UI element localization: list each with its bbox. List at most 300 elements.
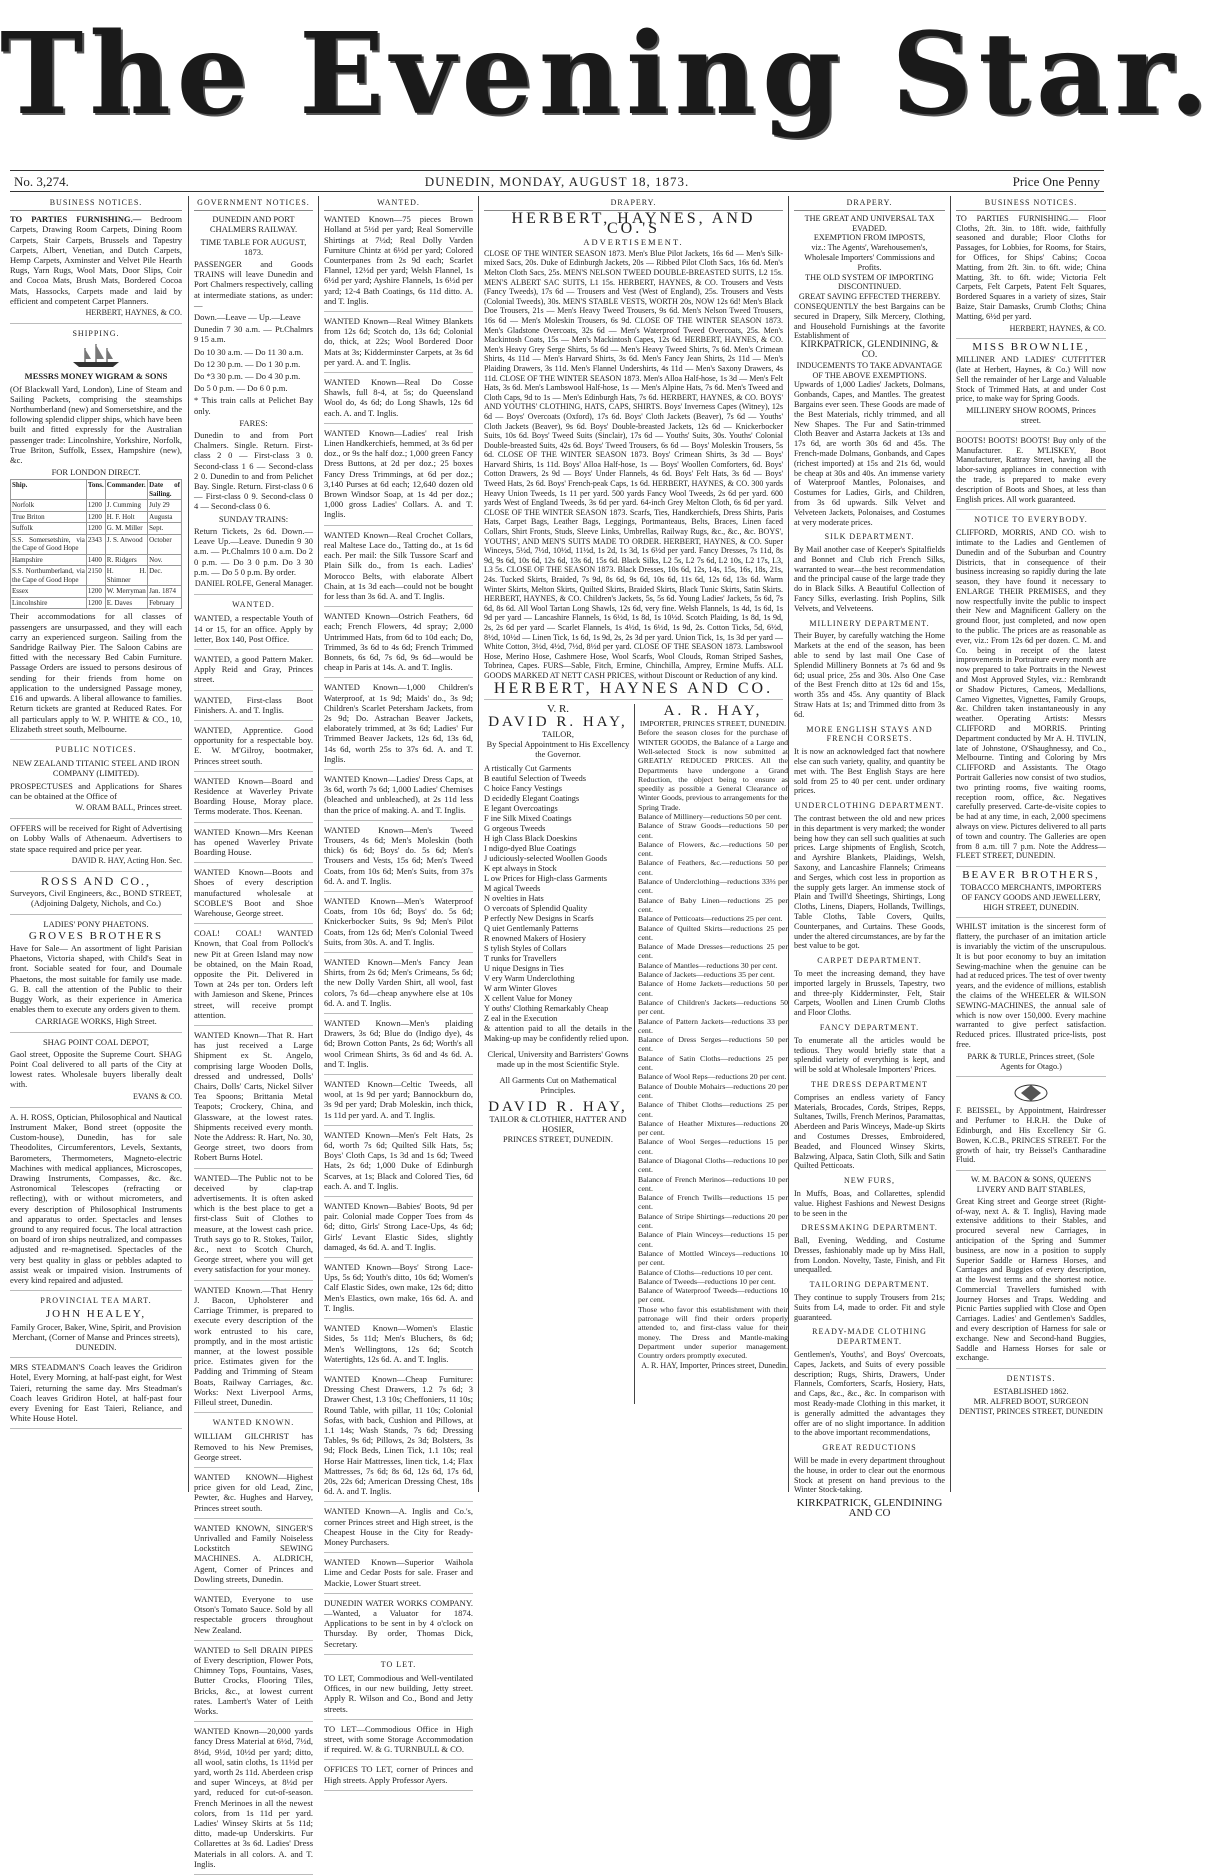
classified-ad	[194, 928, 313, 1026]
ad-floor-cloths	[956, 214, 1106, 340]
section-header: WANTED.	[232, 600, 275, 610]
classified-ad	[324, 377, 473, 424]
balance-line: Balance of Straw Goods—reductions 50 per cent.	[638, 821, 788, 840]
acrostic-line: W arm Winter Gloves	[484, 983, 557, 993]
acrostic-line: L ow Prices for High-class Garments	[484, 873, 607, 883]
ad-body: DUNEDIN WATER WORKS COMPANY.—Wanted, a Valuator for 1874. Applications to be sent in by 4 o'clock on Thursday. By order, Thomas Dick, Secretary.	[324, 1597, 473, 1649]
department-heading: GREAT REDUCTIONS	[822, 1443, 917, 1453]
section-header: TO LET.	[380, 1659, 417, 1669]
ad-signature: CARRIAGE WORKS, High Street.	[35, 1016, 157, 1027]
ad-body: Will be made in every department throughout the house, in order to clear out the enormous Stock at present on hand previous to the Winter Stock-taking.	[794, 1456, 945, 1495]
acrostic-line: R enowned Makers of Hosiery	[484, 933, 586, 943]
table-cell: G. M. Miller	[105, 523, 147, 535]
ad-headline: MESSRS MONEY WIGRAM & SONS	[24, 371, 168, 382]
table-cell: 1200	[86, 511, 105, 523]
balance-line: Balance of Quilted Skirts—reductions 25 per cent.	[638, 923, 788, 942]
department-heading: MILLINERY DEPARTMENT.	[809, 618, 930, 628]
acrostic-line: U nique Designs in Ties	[484, 963, 564, 973]
ad-subhead: EXEMPTION FROM IMPOSTS,	[813, 233, 926, 243]
section-header: NOTICE TO EVERYBODY.	[974, 515, 1088, 525]
ad-headline: NEW ZEALAND TITANIC STEEL AND IRON COMPANY (LIMITED).	[12, 758, 180, 779]
balance-line: Balance of Mottled Winceys—reductions 10 per cent.	[638, 1248, 788, 1268]
ad-body: WANTED Known—Real Crochet Collars, real Maltese Lace do., Tatting do., at 1s 6d each. Per mail: the Silk Tussore Scarf and Plain Silk do., from 1s each. Ladies' Morocco Belts, with elaborate Albert Chain, at 1s 3d each—could not be bought for less than 3s 6d. A. and T. Inglis.	[324, 529, 473, 601]
ad-subhead: ESTABLISHED 1862.	[993, 1387, 1069, 1397]
acrostic-line: J udiciously-selected Woollen Goods	[484, 853, 607, 863]
classified-ad	[324, 896, 473, 953]
classified-ad	[194, 695, 313, 721]
balance-line: Balance of Baby Linen—reductions 25 per cent.	[638, 895, 788, 914]
ad-headline: SHAG POINT COAL DEPOT,	[42, 1036, 150, 1047]
ad-signature: HERBERT, HAYNES, & CO.	[1009, 323, 1106, 333]
ad-bacon	[956, 1175, 1106, 1369]
ad-subhead: GROVES BROTHERS	[28, 929, 164, 942]
ad-subhead: TAILOR,	[542, 729, 574, 739]
sailing-table	[10, 479, 182, 609]
ad-body: WANTED Known—Women's Elastic Sides, 5s 11d; Men's Bluchers, 8s 6d; Men's Wellingtons, 12s 6d; Scotch Watertights, 12s 6d. A. and T. Inglis.	[324, 1323, 473, 1364]
acrostic-line: Z eal in the Execution	[484, 1013, 558, 1023]
ad-body: WANTED KNOWN, SINGER'S Unrivalled and Family Noiseless Lockstitch SEWING MACHINES. A. ALDRICH, Agent, Corner of Princes and Dowling streets, Dunedin.	[194, 1522, 313, 1584]
ad-body: WANTED, Apprentice. Good opportunity for a respectable boy. E. W. M'Gilroy, bootmaker, Princes street south.	[194, 724, 313, 766]
ad-body: PASSENGER and Goods TRAINS will leave Dunedin and Port Chalmers respectively, calling at intermediate stations, as under:—	[194, 259, 313, 310]
column-4	[480, 196, 787, 1492]
ad-body: Upwards of 1,000 Ladies' Jackets, Dolmans, Gonbands, Capes, and Mantles. The greatest Bargains ever seen. These Goods are made of the Best Materials, richly trimmed, and all New Shapes. The Fur and Satin-trimmed Cloth Beaver and Astarra Jackets at 13s and 17s 6d, are worth 30s 6d and 45s. The French-made Dolmans, Gonbands, and Capes (richest imported) at 15s and 21s 6d, would be cheap at 30s and 40s. An immense variety of Waterproof Mantles, Polonaises, and Costumes for Ladies, Girls, and Children, from 3s 6d upwards. Silk Velvet and Velveteen Jackets, Polonaises, and Costumes at very moderate prices.	[794, 380, 945, 527]
ad-subhead: TIME TABLE FOR AUGUST, 1873.	[200, 236, 307, 257]
classified-ad	[324, 1764, 473, 1790]
ad-crest: V. R.	[546, 702, 570, 715]
balance-line: Balance of Plain Winceys—reductions 15 per cent.	[638, 1230, 788, 1249]
ad-body: They continue to supply Trousers from 21s; Suits from L4, made to order. Fit and style guaranteed.	[794, 1293, 945, 1322]
acrostic-line: N ovelties in Hats	[484, 893, 544, 903]
classified-ad	[324, 1018, 473, 1075]
ad-body: Their Buyer, by carefully watching the Home Markets at the end of the season, has been able to send by last mail One Case of Splendid Millinery Bonnets at 7s 6d and 9s 6d; usual price, 25s and 30s. Also One Case of the Best French ditto at 12s 6d and 15s, worth 35s and 45s. Any quantity of Black Straw Hats at 1s; and Trimmed ditto from 3s 6d.	[794, 631, 945, 719]
table-cell: October	[148, 534, 182, 554]
timetable-row: Do 5 0 p.m. — Do 6 0 p.m.	[194, 383, 288, 394]
ad-body: Dunedin to and from Port Chalmers. Single. Return. First-class 2 0 — First-class 3 0. Second-class 1 6 — Second-class 2 0. Dunedin to and from Pelichet Bay. Single. Return. First-class 0 6 — First-class 0 9. Second-class 0 4 — Second-class 0 6.	[194, 430, 313, 512]
ad-body: WANTED to Sell DRAIN PIPES of Every description, Flower Pots, Chimney Tops, Fountains, Vases, Butter Crocks, Flooring Tiles, Bricks, &c., at lowest current rates. Lambert's Water of Leith Works.	[194, 1644, 313, 1716]
ad-healey	[10, 1309, 182, 1358]
balance-line: Balance of Wool Serges—reductions 15 per cent.	[638, 1137, 788, 1156]
ad-money-wigram	[10, 342, 182, 739]
section-header: BUSINESS NOTICES.	[956, 198, 1106, 211]
ad-body: WHILST imitation is the sincerest form of flattery, the purchaser of an imitation article is invariably the victim of the unscrupulous. It is but poor economy to buy an imitation Sewing-machine when the genuine can be had at reduced prices. The test of over twenty years, and the evidence of millions, establish the claims of the WHEELER & WILSON SEWING-MACHINES, the annual sale of which is now over 150,000. Every machine warranted to give perfect satisfaction. Reduced prices. Illustrated price-lists, post free.	[956, 922, 1106, 1049]
balance-line: Balance of Petticoats—reductions 25 per cent.	[638, 914, 783, 924]
ad-body: CONSEQUENTLY the best Bargains can be secured in Drapery, Silk Mercery, Clothing, and Household Furnishings at the favorite Establishment of	[794, 301, 945, 341]
classified-ad	[324, 1130, 473, 1197]
ad-body: TO LET, Commodious and Well-ventilated Offices, in our new building, Jetty street. Apply R. Wilson and Co., Bond and Jetty streets.	[324, 1672, 473, 1714]
ad-body: TOBACCO MERCHANTS, IMPORTERS OF FANCY GOODS AND JEWELLERY, HIGH STREET, DUNEDIN.	[960, 883, 1102, 912]
ad-body: To enumerate all the articles would be tedious. They would briefly state that a splendid variety of everything is kept, and will be sold at Wholesale Importers' Prices.	[794, 1035, 945, 1075]
acrostic-line: Y ouths' Clothing Remarkably Cheap	[484, 1003, 609, 1013]
acrostic-line: B eautiful Selection of Tweeds	[484, 773, 587, 783]
department-heading: DRESSMAKING DEPARTMENT.	[801, 1223, 938, 1233]
ad-body: WANTED Known—Men's plaiding Drawers, 3s 6d; Blue do (Indigo dye), 4s 6d; Brown Cotton Pants, 2s 6d; Worth's all wool Crimean Shirts, 3s 6d and 4s 6d. A. and T. Inglis.	[324, 1018, 473, 1069]
ad-beaver	[956, 871, 1106, 918]
ad-lobby	[10, 823, 182, 872]
balance-line: Balance of Stripe Shirtings—reductions 20 per cent.	[638, 1211, 788, 1231]
ad-body: WANTED Known—A. Inglis and Co.'s, corner Princes street and High street, is the Cheapest House in the City for Ready-Money Purchasers.	[324, 1506, 473, 1547]
ad-body: WANTED Known—Celtic Tweeds, all wool, at 1s 9d per yard; Bannockburn do, 3s 9d per yard; Drab Moleskin, inch thick, 1s 11d per yard. A. and T. Inglis.	[324, 1079, 473, 1120]
label: Up.—Leave	[258, 312, 301, 323]
table-header: Ship.	[11, 480, 87, 500]
ad-body: WANTED KNOWN—Highest price given for old Lead, Zinc, Pewter, &c. Hughes and Harvey, Princes street south.	[194, 1471, 313, 1513]
balance-line: Balance of Waterproof Tweeds—reductions 10 per cent.	[638, 1286, 788, 1305]
acrostic-line: V ery Warm Underclothing	[484, 973, 575, 983]
ad-signature: DAVID R. HAY, Acting Hon. Sec.	[71, 855, 182, 865]
ad-gilchrist	[194, 1431, 313, 1468]
ship-icon	[71, 342, 121, 368]
table-cell: Jan. 1874	[148, 586, 182, 598]
table-row	[11, 500, 182, 512]
department-heading: READY-MADE CLOTHING DEPARTMENT.	[812, 1327, 927, 1347]
acrostic-line: C hoice Fancy Vestings	[484, 783, 562, 793]
classified-ad	[194, 1173, 313, 1281]
ad-signature: KIRKPATRICK, GLENDINING AND CO	[796, 1497, 943, 1520]
table-cell: 1200	[86, 597, 105, 609]
table-cell: Essex	[11, 586, 87, 598]
column-6	[952, 196, 1110, 1492]
ad-subhead: GREAT SAVING EFFECTED THEREBY.	[798, 292, 941, 302]
table-cell: Lincolnshire	[11, 597, 87, 609]
ad-headline: MISS BROWNLIE,	[972, 341, 1090, 354]
balance-line: Balance of Satin Cloths—reductions 25 per cent.	[638, 1053, 788, 1073]
ad-body: PROSPECTUSES and Applications for Shares can be obtained at the Office of	[10, 780, 182, 801]
ad-body: WANTED—The Public not to be deceived by clap-trap advertisements. It is often asked which is the best place to get a first-class Suit of Clothes to measure, at the lowest cash price. Truth says go to R. Stokes, Tailor, &c., next to Scotch Church, George street, where you will get every satisfaction for your money.	[194, 1172, 313, 1275]
classified-ad	[194, 1523, 313, 1590]
table-row	[11, 523, 182, 535]
ad-body: WANTED Known—Ostrich Feathers, 6d each; French Flowers, 4d spray; 2,000 Untrimmed Hats, from 6d to 10d each; Do, Trimmed, 3s 6d to 4s 6d; French Trimmed Bonnets, 6s 6d, 7s 6d, 9s 6d—would be cheap in Paris at 14s. A. and T. Inglis.	[324, 611, 473, 673]
ad-body: WANTED Known—20,000 yards fancy Dress Material at 6½d, 7½d, 8½d, 9½d, 10½d per yard; ditto, all wool, satin cloths, 1s 11½d per yard, worth 2s 11d. Aberdeen crisp and super Winceys, at 8½d per yard, reduced for cut-of-season. French Merinoes in all the newest colors, from 1s 11d per yard. Ladies' Winsey Skirts at 5s 11d; ditto, made-up Underskirts. Fur Collarettes at 3s 6d. Ladies' Dress Materials in all colors. A. and T. Inglis.	[194, 1726, 313, 1869]
table-cell: S.S. Northumberland, via the Cape of Good Hope	[12, 567, 85, 584]
classified-ad	[194, 827, 313, 864]
ad-body: Family Grocer, Baker, Wine, Spirit, and Provision Merchant, (Corner of Manse and Princes streets), DUNEDIN.	[10, 1321, 182, 1353]
balance-line: Balance of Millinery—reductions 50 per cent.	[638, 812, 782, 821]
ad-body: Clerical, University and Barristers' Gowns made up in the most Scientific Style.	[487, 1049, 629, 1069]
classified-ad	[324, 774, 473, 821]
newspaper-title: The Evening Star.	[0, 9, 1214, 140]
classified-ad	[324, 214, 473, 312]
table-cell: February	[148, 597, 182, 609]
ad-body: Ball, Evening, Wedding, and Costume Dresses, fashionably made up by Miss Hall, from London. Novelty, Taste, Finish, and Fit unequalled.	[794, 1236, 945, 1275]
ad-signature: W. ORAM BALL, Princes street.	[75, 802, 182, 812]
balance-line: Balance of Cloths—reductions 10 per cent.	[638, 1267, 773, 1277]
acrostic-line: F ine Silk Mixed Coatings	[484, 813, 572, 823]
table-cell: 2343	[86, 534, 105, 554]
ad-david-hay	[484, 704, 632, 1145]
classified-ad	[324, 1598, 473, 1655]
balance-line: Balance of Made Dresses—reductions 25 per cent.	[638, 942, 788, 961]
ad-subhead: FOR LONDON DIRECT.	[51, 467, 141, 478]
table-cell: H. H. Shimner	[106, 567, 147, 584]
classified-ad	[324, 957, 473, 1014]
balance-line: Balance of Pattern Jackets—reductions 33 per cent.	[638, 1016, 788, 1035]
ad-body: WANTED Known—Board and Residence at Waverley Private Boarding House, Moray place. Terms moderate. Thos. Keenan.	[194, 775, 313, 817]
classified-ad	[194, 1472, 313, 1519]
table-cell: H. F. Holt	[105, 511, 147, 523]
table-cell: 2150	[86, 566, 105, 586]
section-header: SHIPPING.	[72, 329, 120, 339]
ad-body: WANTED Known—Real Witney Blankets from 12s 6d; Scotch do, 13s 6d; Colonial do, thick, at 22s; Wool Bordered Door Mats at 3s; Kidderminster Carpets, at 3s 6d per yard. A. and T. Inglis.	[324, 316, 473, 367]
ad-ar-hay	[638, 704, 788, 1370]
ad-body: WANTED Known.—That Henry J. Bacon, Upholsterer and Carriage Trimmer, is prepared to execute every description of the work entrusted to his care, promptly, and in the most artistic manner, at the lowest possible price. Estimates given for the Padding and Trimming of Steam Boats, Railway Carriages, &c. Works: Next Liverpool Arms, Filleul street, Dunedin.	[194, 1284, 313, 1407]
balance-line: Balance of Children's Jackets—reductions 50 per cent.	[638, 997, 788, 1017]
ad-body: To meet the increasing demand, they have imported largely in Brussels, Tapestry, two and three-ply Kidderminster, Felt, Stair Carpets, Woollen and Linen Crumb Cloths and Floor Cloths.	[794, 968, 945, 1018]
acrostic-line: D ecidedly Elegant Coatings	[484, 793, 580, 803]
classified-ad	[324, 1557, 473, 1594]
ad-body: WANTED Known—Boys' Strong Lace-Ups, 5s 6d; Youth's ditto, 10s 6d; Women's Calf Elastic Sides, own make, 12s 6d; ditto Men's Elastics, own make, 16s 6d. A. and T. Inglis.	[324, 1262, 473, 1313]
classified-ad	[194, 1645, 313, 1722]
acrostic-line: I ndigo-dyed Blue Coatings	[484, 843, 576, 853]
acrostic-line: K ept always in Stock	[484, 863, 557, 873]
ad-groves	[10, 919, 182, 1033]
classified-ad	[194, 654, 313, 691]
classified-ad	[194, 725, 313, 772]
ad-headline: JOHN HEALEY,	[45, 1308, 147, 1321]
ad-firm: KIRKPATRICK, GLENDINING, & CO.	[800, 340, 939, 360]
classified-ad	[194, 867, 313, 924]
column-2	[190, 196, 317, 1869]
department-heading: FANCY DEPARTMENT.	[819, 1022, 920, 1032]
ad-signature: A. R. HAY, Importer, Princes street, Dunedin.	[641, 1360, 788, 1370]
table-header: Tons.	[86, 480, 105, 500]
ad-body: WANTED Known—Boots and Shoes of every description manufactured wholesale at SCOBLE'S Boot and Shoe Warehouse, George street.	[194, 867, 313, 918]
ad-body: Bedroom Carpets, Drawing Room Carpets, Dining Room Carpets, Stair Carpets, Brussels and Tapestry Carpets, Albert, Venetian, and Dutch Carpets, Hemp Carpets, Axminster and Velvet Pile Hearth Rugs, Yarn Rugs, Wool Mats, Door Slips, Coir and Cocoa Mats, Brush Mats, Bordered Cocoa Mats, Hassocks, Carpets made and laid by efficient and competent Carpet Planners.	[10, 214, 182, 306]
classified-ad	[324, 682, 473, 770]
ad-headline: DAVID R. HAY,	[488, 713, 628, 730]
acrostic-line: H igh Class Black Doeskins	[484, 833, 578, 843]
ad-body: WANTED Known—Men's Waterproof Coats, from 10s 6d; Boys' do. 5s 6d; Knickerbocker Suits, 9s 9d; Men's Pilot Coats, from 12s 6d; Men's Colonial Tweed Suits, from 30s. A. and T. Inglis.	[324, 895, 473, 947]
section-header: WANTED.	[324, 198, 473, 211]
table-row	[11, 566, 182, 586]
ad-body: OFFICES TO LET, corner of Princes and High streets. Apply Professor Ayers.	[324, 1764, 473, 1785]
table-cell: Dec.	[148, 566, 182, 586]
table-cell: R. Ridgers	[105, 554, 147, 566]
ad-subhead: SUNDAY TRAINS:	[218, 513, 289, 524]
ad-body: By Mail another case of Keeper's Spitalfields and Bonnet and Club rich French Silks, warranted to wear—the best recommendation and the principal cause of the large trade they do in Black Silks. A Beautiful Collection of Fancy Silks, everlasting. Irish Poplins, Silk Velvets, and Velveteens.	[794, 545, 945, 613]
issue-number: No. 3,274.	[14, 174, 69, 189]
ad-headline: W. M. BACON & SONS, QUEEN'S LIVERY AND BAIT STABLES,	[970, 1175, 1092, 1194]
ad-body: viz.: The Agents', Warehousemen's, Wholesale Importers' Commissions and Profits.	[804, 243, 935, 272]
crest-icon	[1011, 1081, 1051, 1103]
table-cell: 1200	[86, 500, 105, 512]
department-heading: THE DRESS DEPARTMENT	[810, 1079, 928, 1089]
ad-body: WANTED Known—Superior Waihola Lime and Cedar Posts for sale. Fraser and Mackie, Lower Stuart street.	[324, 1557, 473, 1588]
classified-ad	[324, 1724, 473, 1761]
timetable-row: Dunedin 7 30 a.m. — Pt.Chalmrs 9 15 a.m.	[194, 324, 313, 345]
ad-body: Before the season closes for the purchase of WINTER GOODS, the Balance of a Large and Well-selected Stock is now submitted at GREATLY REDUCED PRICES. All the Departments have undergone a Grand Reduction, the object being to ensure as speedily as possible a General Clearance of Winter Goods, previous to arrangements for the Spring Trade.	[638, 728, 788, 812]
ad-clifford	[956, 528, 1106, 867]
ad-body: WANTED Known—1,000 Children's Waterproof, at 1s 9d; Maids' do., 3s 9d; Children's Scarlet Petersham Jackets, from 2s 9d; Do. Astrachan Beaver Jackets, elaborately trimmed, at 3s 6d; Ladies' Fur Trimmed Beaver Jackets, 12s 6d, 13s 6d, 14s 6d, worth 25s to 37s 6d. A. and T. Inglis.	[324, 682, 473, 764]
ad-body: Gaol street, Opposite the Supreme Court. SHAG Point Coal delivered to all parts of the City at lowest rates. Wholesale buyers liberally dealt with.	[10, 1048, 182, 1090]
classified-ad	[194, 1285, 313, 1413]
ad-headline: MR. ALFRED BOOT, SURGEON DENTIST, PRINCES STREET, DUNEDIN	[958, 1396, 1104, 1416]
acrostic-line: E legant Overcoatings	[484, 803, 558, 813]
ad-body: MRS STEADMAN'S Coach leaves the Gridiron Hotel, Every Morning, at half-past eight, for West Taieri, returning the same day. Mrs Steadman's Coach leaves Gridiron Hotel, at half-past four every Evening for East Taieri, Reliance, and White House Hotel.	[10, 1362, 182, 1424]
ad-signature: DAVID R. HAY,	[488, 1098, 628, 1115]
classified-ad	[194, 1726, 313, 1875]
table-cell: True Briton	[11, 511, 87, 523]
balance-line: Balance of Diagonal Cloths—reductions 10 per cent.	[638, 1155, 788, 1175]
ad-boots	[956, 436, 1106, 511]
ad-body: The contrast between the old and new prices in this department is very marked; the wonder being how they can sell such qualities at such prices. Large shipments of English, Scotch, and Ayrshire Blankets, Plaidings, Welsh, Saxony, and Lancashire Flannels; Crimeans and Serges, which cost less in proportion as the supply gets larger. An immense stock of Plain and Twill'd Sheetings, Shirtings, Long Cloths, Linens, Diapers, Hollands, Twillings, Table Cloths, Table Covers, Quilts, Counterpanes, and Curtains. These Goods, under the altered circumstances, are by far the best value to be got.	[794, 814, 945, 951]
ad-headline: THE GREAT AND UNIVERSAL TAX EVADED.	[804, 213, 935, 233]
ad-steadman	[10, 1362, 182, 1429]
issue-price: Price One Penny	[1012, 174, 1100, 189]
ad-body: WANTED, a good Pattern Maker. Apply Reid and Gray, Princes street.	[194, 653, 313, 685]
ad-body: WANTED Known—75 pieces Brown Holland at 5½d per yard; Real Somerville Shirtings at 7½d; Real Dolly Varden Furniture Chintz at 6½d per yard; Colored Counterpanes from 2s 9d each; Scarlet Flannel, 12½d per yard; Welsh Flannel, 1s 6½d per yard; Ayshire Flannels, 1s 6½d per yard; 12-4 Bath Coatings, 6s 11d ditto. A. and T. Inglis.	[324, 214, 473, 306]
balance-line: Balance of Feathers, &c.—reductions 50 per cent.	[638, 858, 788, 877]
table-row	[11, 511, 182, 523]
balance-line: Balance of Jackets—reductions 35 per cent.	[638, 970, 775, 980]
balance-line: Balance of Home Jackets—reductions 50 per cent.	[638, 979, 788, 998]
ad-signature: PARK & TURLE, Princes street, (Sole Agents for Otago.)	[967, 1051, 1095, 1071]
ad-body: A. H. ROSS, Optician, Philosophical and Nautical Instrument Maker, Bond street (opposite the Custom-house), Dunedin, has for sale Theodolites, Circumferentors, Levels, Sextants, Barometers, Thermometers, Magneto-electric Machines with medical appliances, Microscopes, Drawing Instruments, Compasses, &c. &c. Astronomical Telescopes (refracting or reflecting), with or without micrometers, and every description of Philosophical Instruments and apparatus to order. Spectacles and lenses ground to any required focus. The local attraction on board of iron ships neutralized, and compasses adjusted and re-magnetised. Spectacles of the very best quality in glass or pebbles adapted to assist weak or impaired vision. Instruments of every kind repaired and adjusted.	[10, 1111, 182, 1286]
ad-body: In Muffs, Boas, and Collarettes, splendid value. Highest Fashions and Newest Designs to be seen in the	[794, 1188, 945, 1218]
timetable-row: Do 12 30 p.m. — Do 1 30 p.m.	[194, 358, 301, 369]
ad-subhead: TAILOR & CLOTHIER, HATTER AND HOSIER,	[489, 1114, 627, 1134]
ad-body: Comprises an endless variety of Fancy Materials, Brocades, Cords, Stripes, Repps, Sultanes, Twills, French Merinos, Paramattas, Aberdeen and Paris Winceys, Made-up Skirts and Costumes Dresses, Embroidered, Beaded, and Flounced Winsey Skirts, Balzwing, Alpaca, Satin Cloth, Silk and Satin Quilted Petticoats.	[794, 1092, 945, 1171]
ad-body: TO PARTIES FURNISHING.— Floor Cloths, 2ft. 3in. to 18ft. wide, faithfully seasoned and durable; Floor Cloths for Passages, for Lobbies, for Rooms, for Stairs, for Offices, for Ships' Cabins; Cocoa Matting, from 2ft. 3in. to 6ft. wide; China Matting, 3ft. to 6ft. wide; Victoria Felt Carpets, Felt Carpets, Patent Felt Squares, Bordered Squares in a variety of sizes, Stair Baize, Stair Damasks, Crumb Cloths; China Matting, 6½d per yard.	[956, 213, 1106, 321]
classified-ad	[324, 1079, 473, 1126]
ad-note: * This train calls at Pelichet Bay only.	[194, 395, 313, 416]
column-3	[320, 196, 477, 1785]
ad-body: OFFERS will be received for Right of Advertising on Lobby Walls of Athenaeum. Advertisers to state space required and price per year.	[10, 823, 182, 854]
table-cell: W. Merryman	[106, 587, 146, 596]
table-cell: E. Daves	[105, 597, 147, 609]
ad-body: WANTED Known—Ladies' Dress Caps, at 3s 6d, worth 7s 6d; 1,000 Ladies' Chemises (bleached and unbleached), at 2s 11d less than the price of making. A. and T. Inglis.	[324, 773, 473, 815]
ad-furnishing	[10, 214, 182, 324]
ad-herbert-haynes	[484, 210, 783, 700]
ad-body: WANTED Known—Mrs Keenan has opened Waverley Private Boarding House.	[194, 826, 313, 857]
balance-line: Balance of Heather Mixtures—reductions 20 per cent.	[638, 1118, 788, 1138]
balance-line: Balance of Double Mohairs—reductions 20 per cent.	[638, 1081, 788, 1100]
ad-body: WANTED, Everyone to use Otson's Tomato Sauce. Sold by all respectable grocers throughout New Zealand.	[194, 1593, 313, 1635]
ad-body: Gentlemen's, Youths', and Boys' Overcoats, Capes, Jackets, and Suits of every possible description; Rugs, Shirts, Drawers, Under Flannels, Comforters, Scarfs, Hosiery, Hats, and Caps, &c., &c., &c. In comparison with most Ready-made Clothing in this market, it is generally admitted the advantages they offer are of no slight importance. In addition to the above important recommendations,	[794, 1350, 945, 1438]
ad-signature: EVANS & CO.	[133, 1091, 182, 1101]
table-cell: Suffolk	[11, 523, 87, 535]
table-row	[11, 554, 182, 566]
table-header: Date of Sailing.	[149, 481, 180, 498]
classified-ad	[194, 613, 313, 650]
balance-line: Balance of Tweeds—reductions 10 per cent.	[638, 1276, 776, 1286]
section-header: PUBLIC NOTICES.	[55, 744, 137, 754]
ad-body: F. BEISSEL, by Appointment, Hairdresser and Perfumer to H.R.H. the Duke of Edinburgh, and His Excellency Sir G. Bowen, K.C.B., PRINCES STREET. For the growth of hair, try Beissel's Cantharadine Fluid.	[956, 1106, 1106, 1165]
balance-line: Balance of Underclothing—reductions 33⅓ per cent.	[638, 877, 788, 896]
table-row	[11, 534, 182, 554]
table-cell: 1200	[86, 586, 105, 598]
column-1	[6, 196, 186, 1492]
department-heading: SILK DEPARTMENT.	[824, 532, 915, 542]
classified-ad	[324, 825, 473, 892]
ad-body: BOOTS! BOOTS! BOOTS! Buy only of the Manufacturer. E. M'LISKEY, Boot Manufacturer, Rattray Street, having all the labor-saving appliances in connection with the trade, is prepared to make every description of Boots and Shoes, at less than English prices. All work guaranteed.	[956, 435, 1106, 504]
acrostic-line: P erfectly New Designs in Scarfs	[484, 913, 594, 923]
ad-body: (Of Blackwall Yard, London), Line of Steam and Sailing Packets, comprising the steamships Northumberland (new) and Somersetshire, and the following splendid clipper ships, which have been built and fitted expressly for the Australian passenger trade: Lincolnshire, Yorkshire, Norfolk, True Briton, Suffolk, Essex, Hampshire (new), &c.	[10, 383, 182, 466]
ad-body: Have for Sale— An assortment of light Parisian Phaetons, Victoria shaped, with Child's Seat in front. Sociable seated for four, and Doumale Phaetons, the most suitable for family use made. G. B. call the attention of the Public to their Buggy Work, as their experience in America enables them to execute any orders given to them.	[10, 942, 182, 1015]
ad-beissel	[956, 1081, 1106, 1171]
ad-brownlie	[956, 343, 1106, 431]
table-cell: Augusta	[148, 511, 182, 523]
ad-railway: DUNEDIN AND PORT CHALMERS RAILWAY. TIME TABLE FOR AUGUST, 1873. PASSENGER and Goods TRAINS will leave Dunedin and Port Chalmers respectively, calling at intermediate stations, as under:— Down.—Leave — Up.—Leave Dunedin 7 30 a.m. — Pt.Chalmrs 9 15 a.m. Do 10 30 a.m. — Do 11 30 a.m. Do 12 30 p.m. — Do 1 30 p.m. Do *3 30 p.m. — Do 4 30 p.m. Do 5 0 p.m. — Do 6 0 p.m. * This train calls at Pelichet Bay only. FARES: Dunedin to and from Port Chalmers. Single. Return. First-class 2 0 — First-class 3 0. Second-class 1 6 — Second-class 2 0. Dunedin to and from Pelichet Bay. Single. Return. First-class 0 6 — First-class 0 9. Second-class 0 4 — Second-class 0 6. SUNDAY TRAINS: Return Tickets, 2s 6d. Down.—Leave Up.—Leave. Dunedin 9 30 a.m. — Pt.Chalmrs 10 0 a.m. Do 2 0 p.m. — Do 3 0 p.m. Do 3 30 p.m. — Do 5 0 p.m. By order. DANIEL ROLFE, General Manager.	[194, 214, 313, 595]
acrostic-line: O vercoats of Splendid Quality	[484, 903, 588, 913]
balance-line: Balance of Dress Serges—reductions 50 per cent.	[638, 1035, 788, 1054]
ad-body: & attention paid to all the details in the Making-up may be confidently relied upon.	[484, 1023, 632, 1043]
ad-body: CLOSE OF THE WINTER SEASON 1873. Men's Blue Pilot Jackets, 16s 6d — Men's Silk-mixed Sacs, 20s. Duke of Edinburgh Jackets, 20s — Ribbed Pilot Cloth Sacs, 16s 6d. Men's Melton Cloth Sacs, 25s. MEN'S NELSON TWEED DOUBLE-BREASTED SUITS, L2 15s. MEN'S ALBERT SAC SUITS, L1 15s. HERBERT, HAYNES, & CO. Trousers and Vests (Fancy Tweeds), 17s 6d — Trousers and Vest (West of England), 25s. Trousers and Vests (Colonial Tweeds), 30s. MEN'S STABLE VESTS, WORTH 20s, NOW 12s 6d! Men's Black Doe Trousers, 21s — Men's Heavy Tweed Trousers, 9s 6d. Men's Nelson Tweed Trousers, 16s 6d — Men's Moleskin Trousers, 6s 9d. CLOSE OF THE WINTER SEASON 1873. Men's Gladstone Overcoats, 32s 6d — Men's Waterproof Tweed Overcoats, 25s. Men's Mackintosh Coats, 15s — Men's Mackintosh Capes, 12s 6d. HERBERT, HAYNES, & CO. Men's Heavy Grey Serge Shirts, 5s 6d — Men's Heavy Tweed Shirts, 7s 6d. Men's Crimean Shirts, 4s 11d — Men's Harvard Shirts, 3s 6d. Men's Fancy Jean Shirts, 2s 11d — Men's Plaiding Drawers, 3s 11d. Men's Flannel Undershirts, 4s 11d — Men's Saxony Drawers, 4s 11d. CLOSE OF THE WINTER SEASON 1873. Men's Alloa Half-hose, 1s 3d — Men's Felt Hats, 3s 6d. Men's Lambswool Half-hose, 1s — Men's Alpine Hats, 7s 6d. Men's Tweed and Cloth Caps, 9d to 1s — Men's Edinburgh Hats, 7s 6d. HERBERT, HAYNES, & CO. BOYS' AND YOUTHS' CLOTHING, HATS, CAPS, SHIRTS. Boys' Inverness Capes (Witney), 12s 6d — Boys' Overcoats (Oxford), 17s 6d. Boys' Cloth Jackets (Beaver), 7s 6d — Youths' Cloth Jackets (Beaver), 9s 6d. Boys' Double-breasted Jackets, 12s 6d — Knickerbocker Suits, 10s 6d. Boys' Tweed Suits (Sinclair), 17s 6d — Youths' Suits, 30s. Youths' Colonial Double-breasted Suits, 42s 6d. Boys' Tweed Trousers, 6s 6d — Boys' Moleskin Trousers, 5s 6d. CLOSE OF THE WINTER SEASON 1873. Boys' Crimean Shirts, 3s 3d — Boys' Harvard Shirts, 1s 11d. Boys' Alloa Half-hose, 1s — Boys' Woollen Comforters, 6d. Boys' Cotton Drawers, 2s 9d — Boys' Under Flannels, 4s 6d. Boys' Felt Hats, 3s 6d — Boys' Tweed Hats, 2s 6d. Boys' French-peak Caps, 1s 6d. HERBERT, HAYNES, & CO. 300 yards Heavy Union Tweeds, 1s 11 per yard. 500 yards Fancy Wool Tweeds, 2s 6d per yard. 600 yards West of England Tweeds, 3s 6d per yard. 64-inch Grey Melton Cloth, 6s 6d per yard. CLOSE OF THE WINTER SEASON 1873. Scarfs, Ties, Handkerchiefs, Dress Shirts, Paris Hats, Carpet Bags, Leather Bags, Leggings, Portmanteaus, Belts, Braces, Linen faced Collars, Shirt Fronts, Studs, Sleeve Links, Umbrellas, Railway Rugs, &c., &c., &c. BOYS', YOUTHS', AND MEN'S SUITS MADE TO ORDER. HERBERT, HAYNES, & CO. Super Winceys, 5½d, 7½d, 10½d, 11½d, 1s 2d, 1s 3d, 1s 6½d per yard. Fancy Dresses, 7s 11d, 8s 9d, 9s 6d, 10s 6d, 12s 6d, 13s 6d, 15s 6d. Black Silks, L2 5s, L2 7s 6d, L2 10s, L2 17s, L3, L3 5s. CLOSE OF THE SEASON 1873. Black Dresses, 10s 6d, 12s, 14s, 15s, 16s, 18s, 21s, 24s. Tucked Skirts, Braided, 7s 9d, 8s 6d, 9s 6d, 10s 6d, 11s 6d, 12s 6d, 13s 6d. Warm Winter Skirts, Melton Skirts, Quilted Skirts, Braided Skirts, Black Tunic Skirts, Satin Skirts. HERBERT, HAYNES, & CO. Children's Jackets, 5s, 5s 6d. Young Ladies' Jackets, 5s 6d, 7s 6d, 8s 6d. All Wool Tartan Long Shawls, 12s 6d, very fine. Welsh Flannels, 1s 4d, 1s 6d, 1s 9d per yard — Lancashire Flannels, 1s 6½d, 1s 8d, 1s 10½d. Scotch Plaiding, 1s 8d, 1s 9d, 2s, 2s 6d per yard — Scarlet Flannels, 1s 4½d, 1s 6½d, 1s 9d, 2s. Cotton Ticks, 5d, 6½d, 8½d, 10½d — Linen Tick, 1s 6d, 1s 9d, 2s, 2s 3d per yard. Union Tick, 1s, 1s 3d per yard — White Cotton, 3½d, 4½d, 7½d, 8½d per yard. CLOSE OF THE SEASON 1873. Lambswool Hose, Merino Hose, Cashmere Hose, Wool Scarfs, Wool Clouds, Roman Striped Sashes, Tobrinea, Capes. FURS—Sable, Fitch, Ermine, Chinchilla, Amprey, Ermine Muffs. ALL GOODS MARKED AT NETT CASH PRICES, without Discount or Reduction of any kind.	[484, 248, 783, 680]
table-row	[11, 597, 182, 609]
ad-body: WILLIAM GILCHRIST has Removed to his New Premises, George street.	[194, 1431, 313, 1462]
timetable-row: Do *3 30 p.m. — Do 4 30 p.m.	[194, 371, 301, 382]
section-header: WANTED KNOWN.	[212, 1418, 295, 1428]
timetable-row: Do 10 30 a.m. — Do 11 30 a.m.	[194, 346, 304, 357]
ad-body: Those who favor this establishment with their patronage will find their orders properly attended to, and first-class value for their money. The Dress and Mantle-making Department under superior management. Country orders promptly executed.	[638, 1304, 788, 1361]
section-header: DRAPERY.	[794, 198, 945, 211]
ad-shag-point	[10, 1037, 182, 1108]
classified-ad	[324, 1262, 473, 1319]
table-header: Commander.	[105, 480, 147, 500]
department-heading: MORE ENGLISH STAYS AND FRENCH CORSETS.	[806, 724, 933, 744]
ad-titanic-steel	[10, 758, 182, 819]
ad-headline: BEAVER BROTHERS,	[962, 869, 1100, 882]
ad-subhead: IMPORTER, PRINCES STREET, DUNEDIN.	[639, 719, 787, 729]
ad-headline: DUNEDIN AND PORT CHALMERS RAILWAY.	[209, 214, 298, 235]
ad-body: WANTED Known—Real Do Cosse Shawls, full 8-4, at 5s; do Queensland Wool do, 4s 6d; do Long Shawls, 12s 6d each. A. and T. Inglis.	[324, 377, 473, 418]
section-header: DRAPERY.	[484, 198, 783, 211]
classified-ad	[324, 316, 473, 373]
acrostic-line: G orgeous Tweeds	[484, 823, 546, 833]
ad-body: WANTED Known—Men's Felt Hats, 2s 6d, worth 7s 6d; Quilted Silk Hats, 5s; Boys' Cloth Caps, 1s 3d and 1s 6d; Tweed Hats, 2s 6d; 1,000 Duke of Edinburgh Scarves, at 1s; Black and Colored Ties, 6d each. A. and T. Inglis.	[324, 1129, 473, 1191]
acrostic-line: T runks for Travellers	[484, 953, 557, 963]
classified-ad	[324, 428, 473, 526]
balance-line: Balance of Wool Reps—reductions 20 per cent.	[638, 1072, 787, 1082]
ad-headline: ROSS AND CO.,	[40, 873, 152, 888]
section-header: BUSINESS NOTICES.	[10, 198, 182, 211]
table-cell: 1400	[86, 554, 105, 566]
ad-body: TO LET—Commodious Office in High street, with some Storage Accommodation if required. W. & G. TURNBULL & CO.	[324, 1723, 473, 1755]
ad-body: WANTED, First-class Boot Finishers. A. and T. Inglis.	[194, 694, 313, 715]
label: Down.—Leave	[194, 312, 247, 323]
ad-signature: HERBERT, HAYNES, & CO.	[85, 308, 182, 318]
classified-ad	[324, 1201, 473, 1258]
ad-headline: HERBERT, HAYNES, AND CO.'S	[511, 210, 756, 238]
ad-subhead: THE OLD SYSTEM OF IMPORTING DISCONTINUED.	[805, 272, 934, 292]
classified-ad	[324, 530, 473, 607]
classified-ad	[324, 1374, 473, 1502]
classified-ad	[324, 1506, 473, 1553]
department-heading: UNDERCLOTHING DEPARTMENT.	[794, 801, 945, 811]
classified-ad	[194, 1594, 313, 1641]
table-cell: Hampshire	[11, 554, 87, 566]
classified-ad	[324, 1323, 473, 1370]
issue-date: DUNEDIN, MONDAY, AUGUST 18, 1873.	[424, 174, 690, 189]
acrostic-line: X cellent Value for Money	[484, 993, 573, 1003]
ad-body: Return Tickets, 2s 6d. Down.—Leave Up.—Leave. Dunedin 9 30 a.m. — Pt.Chalmrs 10 0 a.m. Do 2 0 p.m. — Do 3 0 p.m. Do 3 30 p.m. — Do 5 0 p.m. By order.	[194, 525, 313, 577]
ad-signature: DANIEL ROLFE, General Manager.	[194, 578, 313, 588]
ad-body: By Special Appointment to His Excellency the Governor.	[486, 739, 630, 759]
ad-headline: LADIES' PONY PHAETONS.	[43, 918, 149, 929]
balance-line: Balance of Mantles—reductions 30 per cent.	[638, 960, 778, 970]
ad-body: COAL! COAL! WANTED Known, that Coal from Pollock's new Pit at Green Island may now be obtained, on the Main Road, opposite the Pit. Delivered in Town at 24s per ton. Orders left with Jamieson and Skene, Princes street, will receive prompt attention.	[194, 928, 313, 1020]
ad-body: All Garments Cut on Mathematical Principles.	[499, 1075, 617, 1095]
table-cell: 1200	[86, 523, 105, 535]
ad-body: Their accommodations for all classes of passengers are unsurpassed, and they will each carry an experienced surgeon. Sailing from the Sandridge Railway Pier. The Saloon Cabins are fitted with the necessary Bed Cabin Furniture. Passage Orders are issued to persons desirous of sending for their friends from home on application to the undersigned Passage money, £16 and upwards. A liberal allowance to families. Return tickets are granted at Reduced Rates. For all particulars apply to W. P. WHITE & CO., 10, Elizabeth street south, Melbourne.	[10, 611, 182, 734]
ad-body: Surveyors, Civil Engineers, &c., BOND STREET, (Adjoining Dalgety, Nichols, and Co.)	[10, 888, 182, 909]
ad-body: MILLINER AND LADIES' CUTFITTER (late at Herbert, Haynes, & Co.) Will now Sell the remainder of her Large and Valuable Stock of Trimmed Hats, at and under Cost price, to make way for Spring Goods.	[956, 355, 1106, 404]
ad-body: Great King street and George street (Right-of-way, next A. & T. Inglis), Having made extensive additions to their Stables, and procured several new Carriages, in anticipation of the Spring and Summer business, are now in a position to supply Superior Saddle or Harness Horses, and Carriages and Buggies of every description, at the lowest terms and the shortest notice. Commercial Travellers furnished with Journey Horses and Traps. Wedding and Picnic Parties supplied with Close and Open Carriages. Ladies' and Gentlemen's Saddles, and every description of Harness for sale or exchange. New and Second-hand Buggies, Saddle and Harness Horses for sale or exchange.	[956, 1196, 1106, 1363]
department-heading: CARPET DEPARTMENT.	[817, 956, 922, 966]
ad-headline: TO PARTIES FURNISHING.—	[10, 214, 142, 225]
ad-subhead: ADVERTISEMENT.	[583, 236, 684, 247]
balance-line: Balance of Flowers, &c.—reductions 50 per cent.	[638, 839, 788, 859]
balance-line: Balance of Thibet Cloths—reductions 25 per cent.	[638, 1100, 788, 1119]
table-cell: J. Cumming	[105, 500, 147, 512]
